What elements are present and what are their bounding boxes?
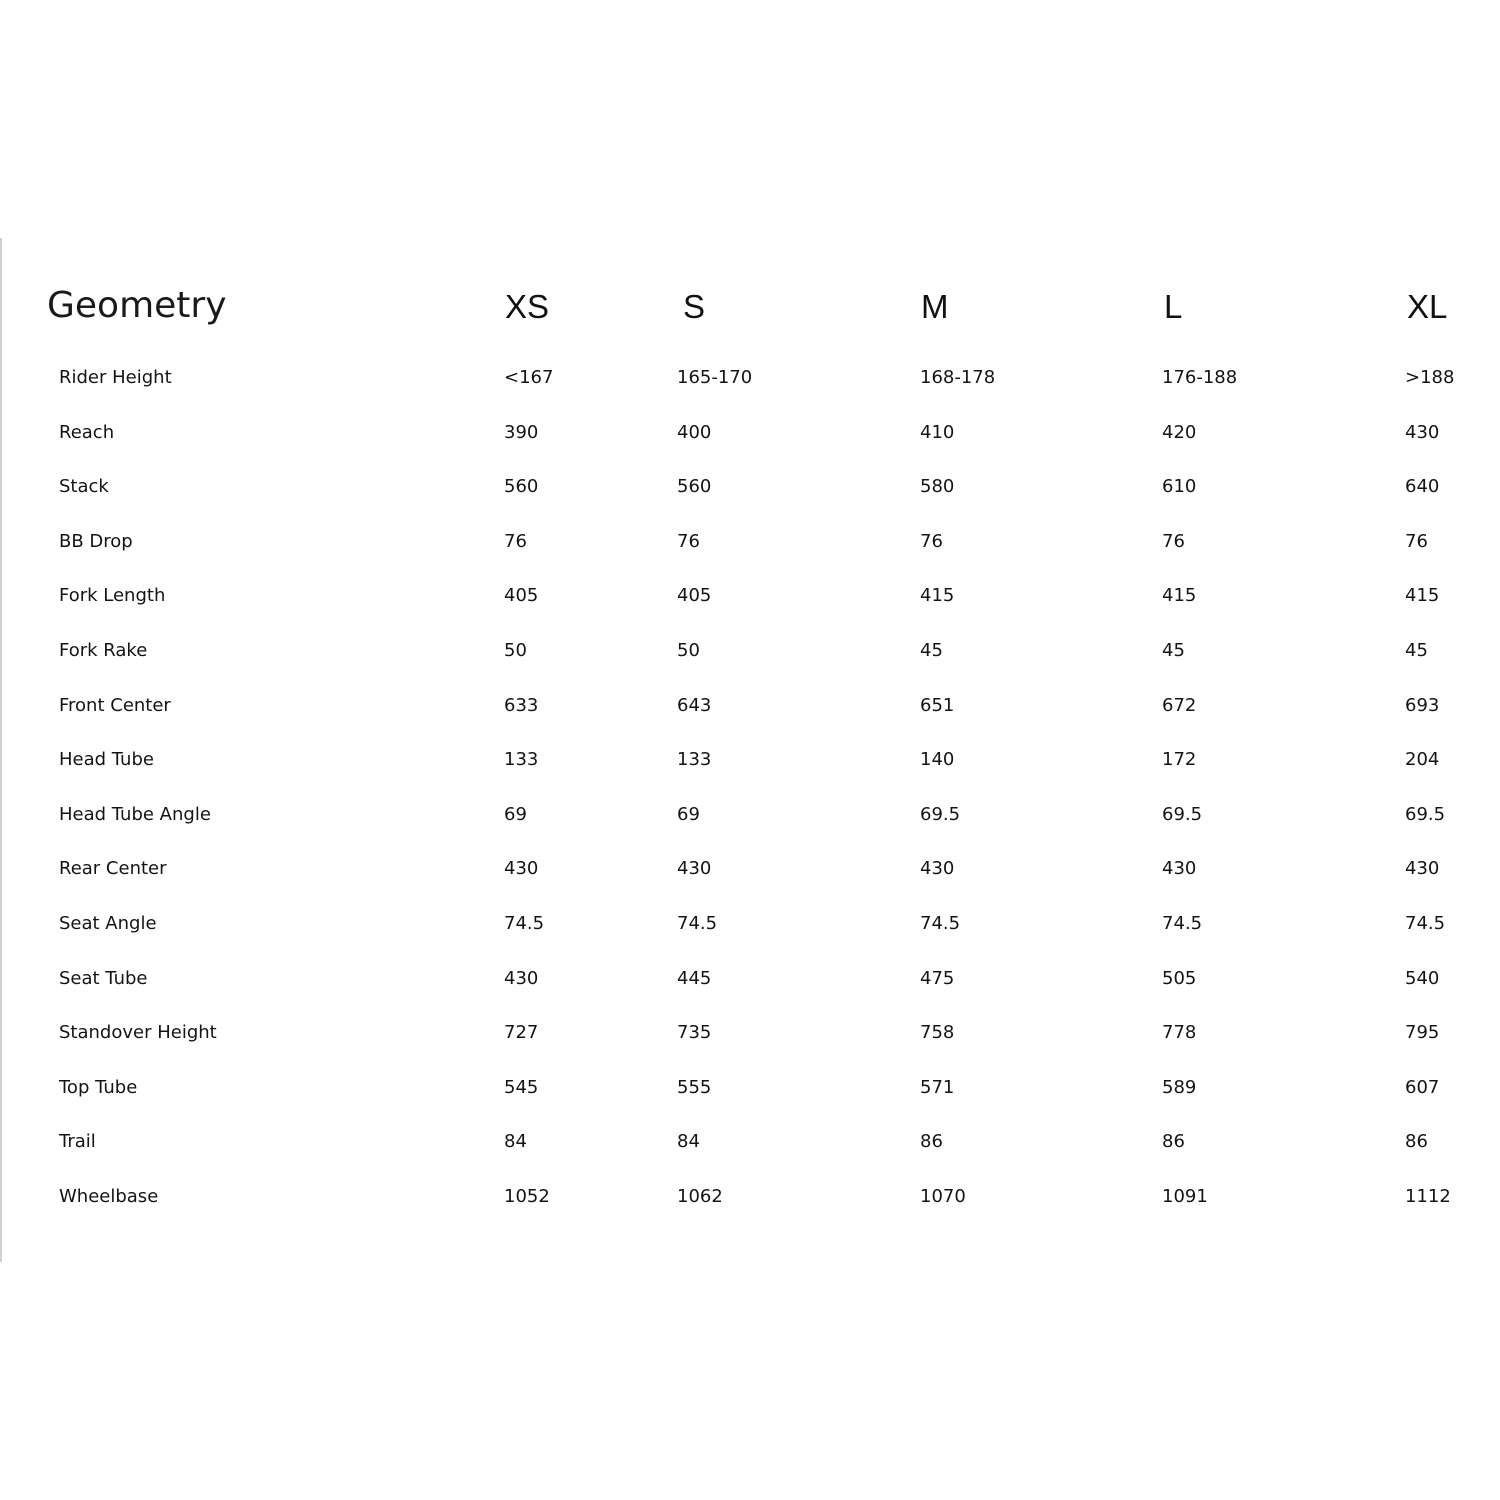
table-cell: 430 (1405, 858, 1440, 879)
table-cell: 778 (1162, 1022, 1197, 1043)
row-label: Fork Length (59, 585, 166, 606)
table-cell: 415 (1162, 585, 1197, 606)
table-cell: 69 (504, 804, 527, 825)
table-cell: 176-188 (1162, 367, 1238, 388)
table-cell: 1091 (1162, 1186, 1208, 1207)
table-cell: 445 (677, 968, 712, 989)
table-cell: 560 (677, 476, 712, 497)
table-cell: 560 (504, 476, 539, 497)
table-cell: 86 (1405, 1131, 1428, 1152)
table-cell: 1052 (504, 1186, 550, 1207)
table-cell: 74.5 (504, 913, 545, 934)
table-cell: 50 (677, 640, 700, 661)
table-cell: <167 (504, 367, 554, 388)
table-cell: 140 (920, 749, 955, 770)
table-cell: 86 (1162, 1131, 1185, 1152)
table-cell: 475 (920, 968, 955, 989)
table-cell: 74.5 (1405, 913, 1446, 934)
table-cell: 50 (504, 640, 527, 661)
table-cell: 633 (504, 695, 539, 716)
table-cell: 571 (920, 1077, 955, 1098)
table-cell: 84 (504, 1131, 527, 1152)
table-cell: 555 (677, 1077, 712, 1098)
table-cell: 580 (920, 476, 955, 497)
table-cell: 45 (1405, 640, 1428, 661)
table-cell: 76 (504, 531, 527, 552)
row-label: Rear Center (59, 858, 167, 879)
row-label: Stack (59, 476, 109, 497)
table-cell: 430 (504, 858, 539, 879)
table-cell: 505 (1162, 968, 1197, 989)
table-cell: 672 (1162, 695, 1197, 716)
row-label: Seat Angle (59, 913, 157, 934)
size-header-s: S (683, 288, 706, 325)
table-cell: 1112 (1405, 1186, 1451, 1207)
table-cell: 430 (677, 858, 712, 879)
table-cell: 69.5 (1162, 804, 1203, 825)
table-cell: 545 (504, 1077, 539, 1098)
table-cell: 76 (1162, 531, 1185, 552)
table-cell: 1070 (920, 1186, 966, 1207)
table-cell: 415 (1405, 585, 1440, 606)
table-cell: 172 (1162, 749, 1197, 770)
row-label: Trail (59, 1131, 96, 1152)
table-cell: 651 (920, 695, 955, 716)
table-cell: 430 (920, 858, 955, 879)
size-header-xl: XL (1407, 288, 1448, 325)
table-cell: 45 (920, 640, 943, 661)
table-cell: 133 (677, 749, 712, 770)
table-cell: 410 (920, 422, 955, 443)
table-title: Geometry (47, 285, 227, 326)
row-label: Top Tube (59, 1077, 138, 1098)
table-cell: >188 (1405, 367, 1455, 388)
table-cell: 74.5 (677, 913, 718, 934)
table-cell: 430 (1162, 858, 1197, 879)
table-cell: 640 (1405, 476, 1440, 497)
row-label: Seat Tube (59, 968, 148, 989)
table-cell: 735 (677, 1022, 712, 1043)
table-cell: 45 (1162, 640, 1185, 661)
row-label: Rider Height (59, 367, 172, 388)
table-cell: 420 (1162, 422, 1197, 443)
row-label: Wheelbase (59, 1186, 159, 1207)
table-cell: 76 (920, 531, 943, 552)
row-label: Front Center (59, 695, 171, 716)
table-cell: 758 (920, 1022, 955, 1043)
table-cell: 69.5 (1405, 804, 1446, 825)
size-header-m: M (921, 288, 949, 325)
row-label: Fork Rake (59, 640, 148, 661)
table-cell: 390 (504, 422, 539, 443)
table-cell: 430 (504, 968, 539, 989)
table-cell: 693 (1405, 695, 1440, 716)
table-cell: 405 (677, 585, 712, 606)
table-cell: 430 (1405, 422, 1440, 443)
size-header-xs: XS (505, 288, 550, 325)
table-cell: 540 (1405, 968, 1440, 989)
table-cell: 74.5 (920, 913, 961, 934)
table-cell: 84 (677, 1131, 700, 1152)
table-cell: 133 (504, 749, 539, 770)
row-label: Head Tube (59, 749, 154, 770)
table-cell: 69.5 (920, 804, 961, 825)
table-cell: 1062 (677, 1186, 723, 1207)
table-cell: 74.5 (1162, 913, 1203, 934)
table-cell: 168-178 (920, 367, 996, 388)
size-header-l: L (1164, 288, 1183, 325)
row-label: Reach (59, 422, 115, 443)
table-cell: 400 (677, 422, 712, 443)
table-cell: 727 (504, 1022, 539, 1043)
table-cell: 86 (920, 1131, 943, 1152)
table-cell: 415 (920, 585, 955, 606)
table-cell: 69 (677, 804, 700, 825)
table-cell: 643 (677, 695, 712, 716)
table-cell: 76 (1405, 531, 1428, 552)
row-label: Standover Height (59, 1022, 217, 1043)
table-cell: 589 (1162, 1077, 1197, 1098)
table-cell: 165-170 (677, 367, 753, 388)
table-cell: 610 (1162, 476, 1197, 497)
table-cell: 607 (1405, 1077, 1440, 1098)
table-cell: 405 (504, 585, 539, 606)
row-label: BB Drop (59, 531, 133, 552)
table-cell: 204 (1405, 749, 1440, 770)
table-cell: 76 (677, 531, 700, 552)
table-cell: 795 (1405, 1022, 1440, 1043)
row-label: Head Tube Angle (59, 804, 211, 825)
